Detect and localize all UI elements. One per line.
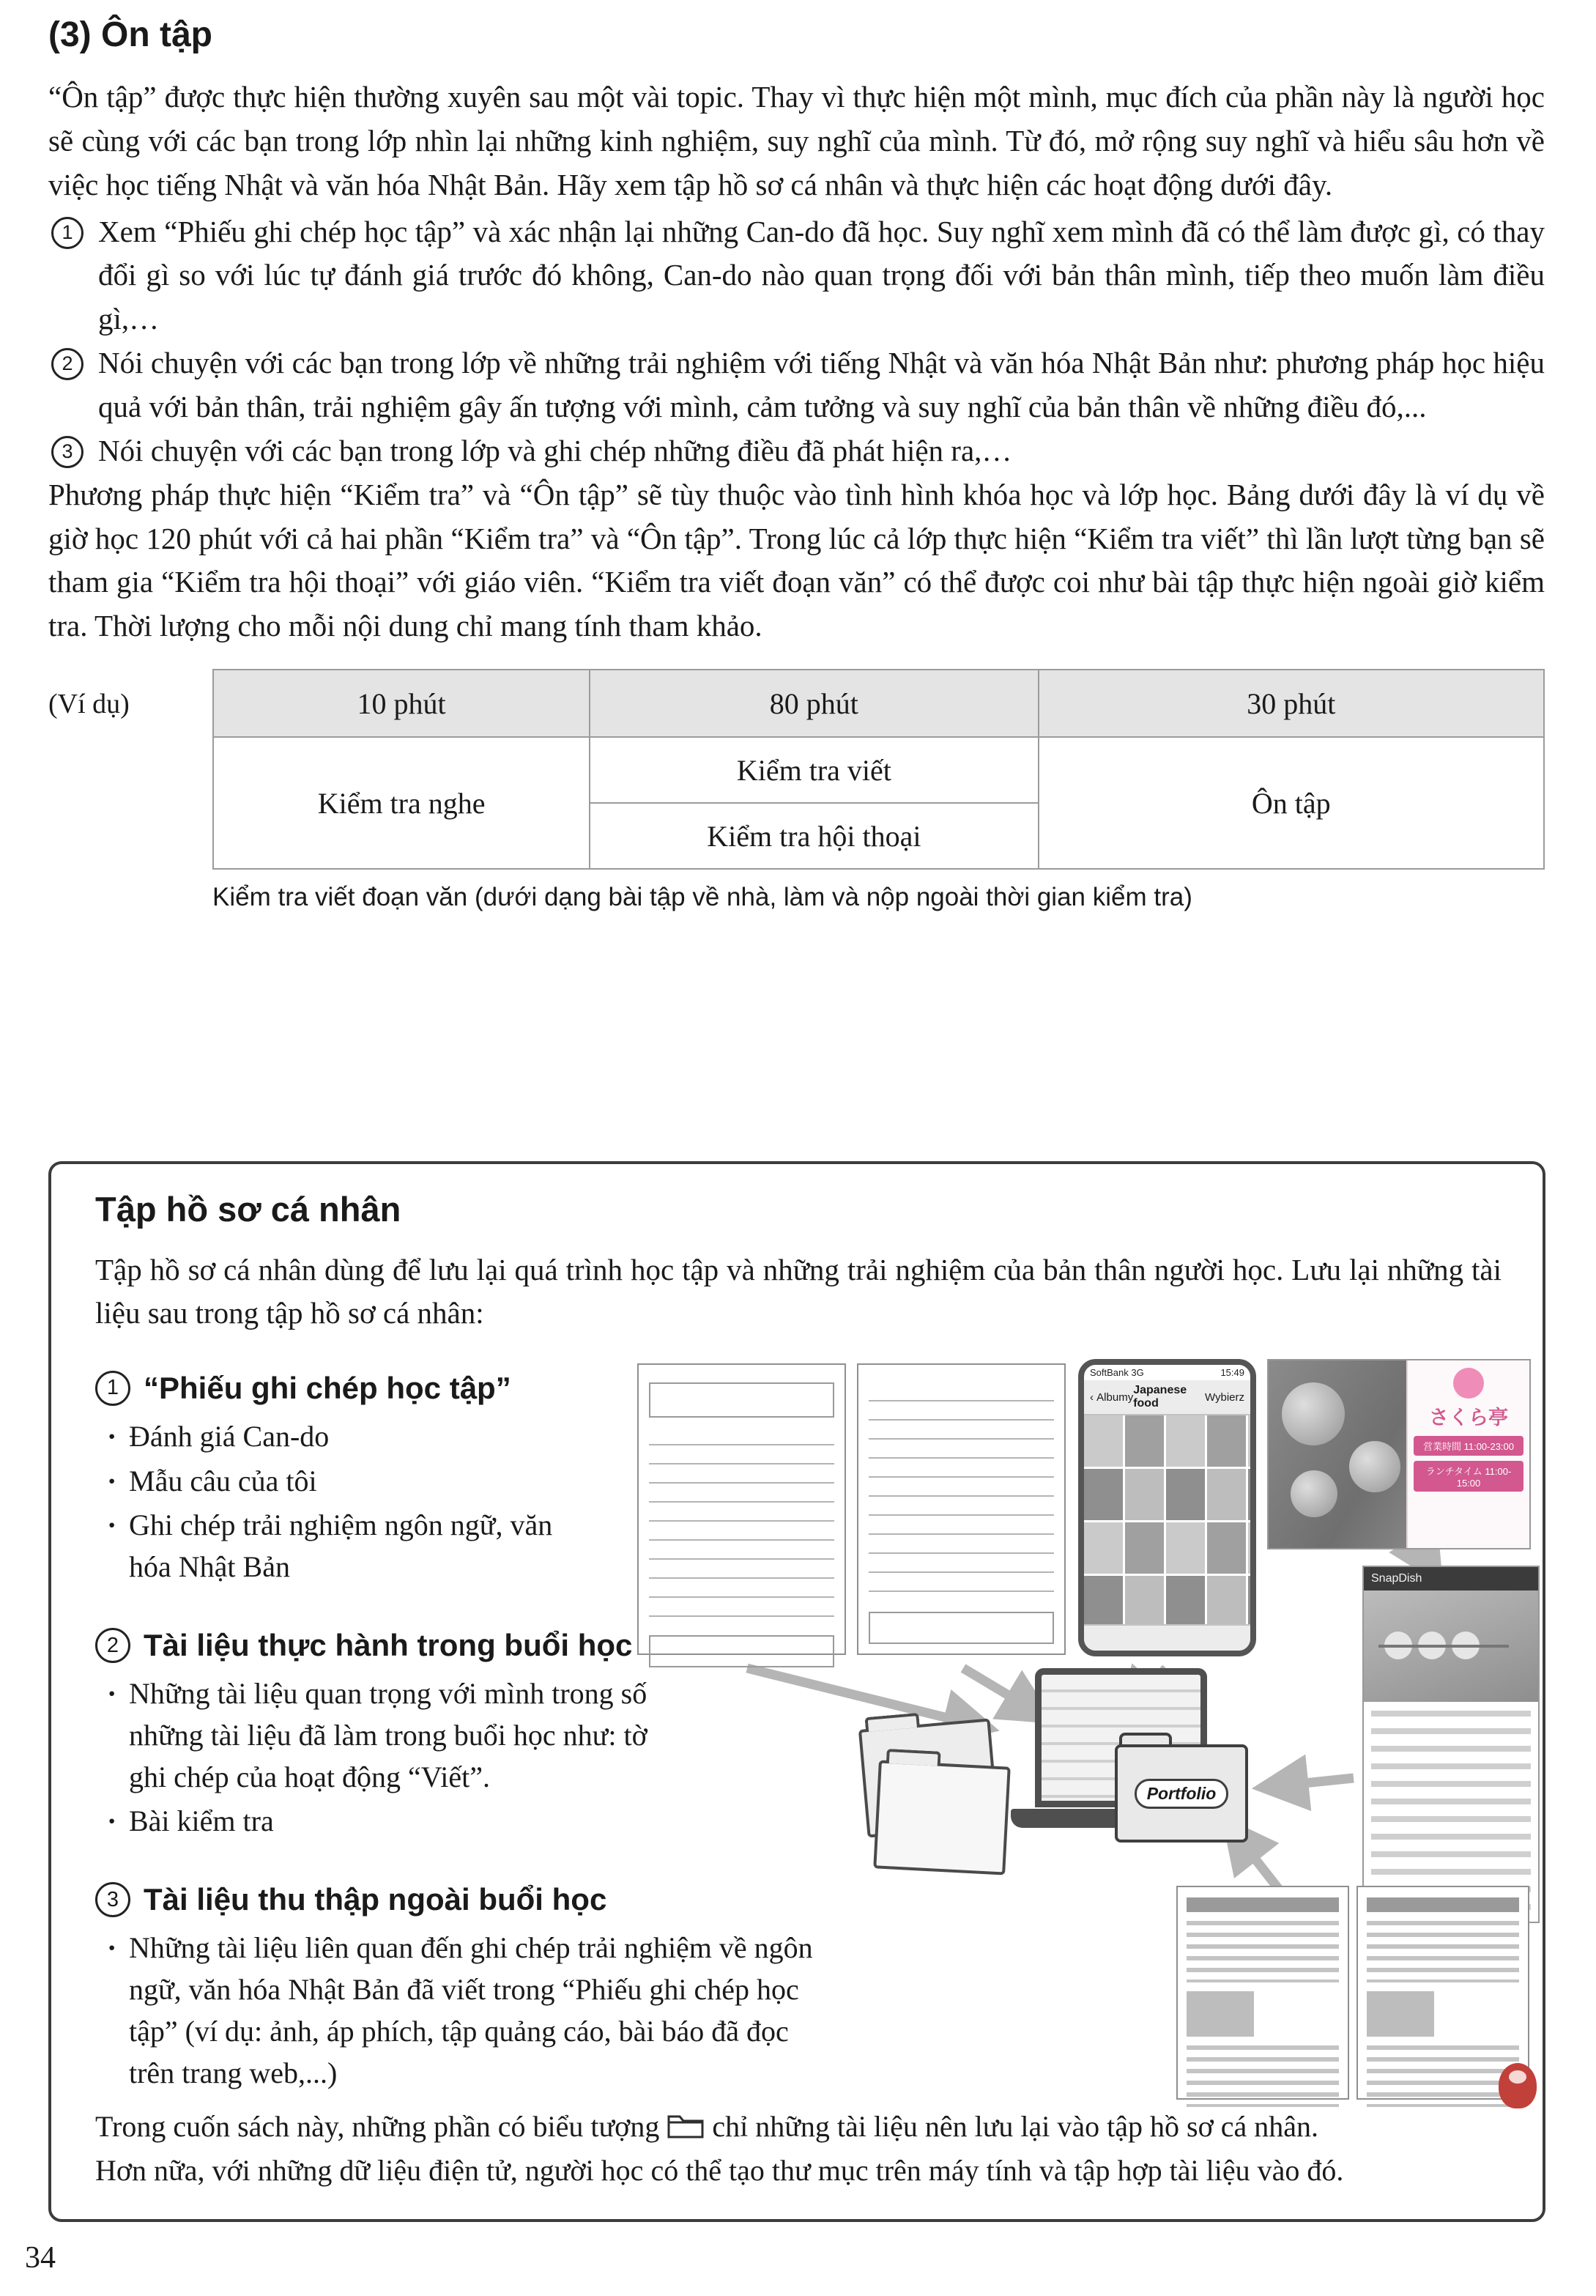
page-text-lines [1187,2045,1339,2107]
main-content [0,0,1596,912]
portfolio-item-3-head [95,1882,835,1917]
portfolio-folder-illustration [1115,1733,1248,1843]
phone-nav-bar [1084,1380,1250,1415]
circled-number-2-icon: 2 [95,1628,130,1663]
bullet: · Những tài liệu quan trọng với mình trong số những tài liệu đã làm trong buổi học như: tờ ghi chép của hoạt động “Viết”. [101,1673,688,1798]
portfolio-box-intro: Tập hồ sơ cá nhân dùng để lưu lại quá trình học tập và những trải nghiệm của bản thân người học. Lưu lại những tài liệu sau trong tập hồ sơ cá nhân: [95,1253,1502,1330]
bullet: · Đánh giá Can-do [101,1416,579,1458]
circled-number-1-icon: 1 [95,1371,130,1406]
footer-text-line2: Hơn nữa, với những dữ liệu điện tử, người học có thể tạo thư mục trên máy tính và tập hợp tài liệu vào đó. [95,2154,1344,2187]
handwritten-study-sheet-1 [637,1363,846,1655]
page-text-lines [1367,2045,1519,2107]
handwritten-study-sheet-2 [857,1363,1066,1655]
website-header-bar: SnapDish [1364,1567,1538,1590]
page-text-lines [1187,1921,1339,1982]
restaurant-flyer-photo [1267,1359,1531,1549]
handwriting-lines [869,1382,1054,1604]
folder-body [1115,1744,1248,1843]
portfolio-item-2-title: Tài liệu thực hành trong buổi học [144,1628,633,1663]
circled-number-2-icon: 2 [51,348,83,380]
page-header-bar [1367,1897,1519,1912]
folder-icon [873,1760,1010,1875]
sakura-logo-icon [1453,1368,1484,1399]
intro-paragraph: “Ôn tập” được thực hiện thường xuyên sau một vài topic. Thay vì thực hiện một mình, mục đích của phần này là người học sẽ cùng với các bạn trong lớp nhìn lại những kinh nghiệm, suy nghĩ của mình. Từ đó, mở rộng suy nghĩ và hiểu sâu hơn về việc học tiếng Nhật và văn hóa Nhật Bản. Hãy xem tập hồ sơ cá nhân và thực hiện các hoạt động dưới đây. [48,80,1545,201]
lunch-hours: ランチタイム 11:00-15:00 [1414,1461,1523,1492]
step-2-text: Nói chuyện với các bạn trong lớp về những trải nghiệm với tiếng Nhật và văn hóa Nhật Bản như: phương pháp học hiệu quả với bản thân, trải nghiệm gây ấn tượng với mình, cảm tưởng và suy nghĩ của bản thân về những điều đó,... [98,346,1545,424]
food-website-screenshot [1362,1566,1540,1923]
phone-photo-album-screenshot [1078,1359,1256,1656]
footer-text-before-icon: Trong cuốn sách này, những phần có biểu tượng [95,2110,660,2143]
carrier-label: SoftBank 3G [1090,1367,1144,1378]
example-label: (Ví dụ) [48,689,130,720]
circled-number-3-icon: 3 [95,1882,130,1917]
footer-text-after-icon: chỉ những tài liệu nên lưu lại vào tập hồ sơ cá nhân. [712,2110,1318,2143]
page-number: 34 [25,2241,56,2275]
portfolio-item-1-head [95,1371,579,1406]
circled-number-1-icon: 1 [51,217,83,249]
cell-speaking-test: Kiểm tra hội thoại [590,803,1038,869]
step-2 [48,341,1545,429]
sheet-note-box [869,1612,1054,1644]
portfolio-item-1 [95,1371,579,1588]
dango-icon [1418,1632,1446,1659]
food-photo-blob [1291,1470,1337,1517]
bullet: · Mẫu câu của tôi [101,1461,579,1503]
step-list [48,210,1545,473]
food-photo-blob [1349,1441,1400,1492]
page-image-placeholder [1367,1991,1434,2037]
album-title: Japanese food [1133,1384,1187,1410]
portfolio-item-2-head [95,1628,688,1663]
website-text-lines [1371,1711,1531,1913]
bullet: · Bài kiểm tra [101,1801,688,1843]
page-image-placeholder [1187,1991,1254,2037]
phone-tab-bar [1084,1624,1250,1651]
portfolio-folder-label: Portfolio [1135,1779,1229,1809]
restaurant-name: さくら亭 [1429,1407,1508,1429]
section-title: (3) Ôn tập [48,15,212,54]
cell-writing-test: Kiểm tra viết [590,737,1038,803]
sheet-header-box [649,1382,834,1418]
cell-review: Ôn tập [1039,737,1544,869]
textbook-page-thumbnail-1 [1176,1886,1349,2100]
portfolio-folder-icon [667,2110,705,2139]
step-1 [48,210,1545,342]
portfolio-item-3 [95,1882,835,2094]
col-header-10min: 10 phút [213,670,590,737]
step-3-text: Nói chuyện với các bạn trong lớp và ghi chép những điều đã phát hiện ra,… [98,433,1012,467]
portfolio-box-title: Tập hồ sơ cá nhân [95,1190,401,1229]
website-food-photo [1364,1590,1538,1702]
example-schedule [48,669,1545,870]
portfolio-item-2 [95,1628,688,1843]
portfolio-item-1-title: “Phiếu ghi chép học tập” [144,1370,511,1405]
sheet-note-box [649,1635,834,1667]
red-mascot-graphic [1499,2063,1537,2108]
photo-thumbnail-grid [1084,1415,1250,1624]
opening-hours: 営業時間 11:00-23:00 [1414,1436,1523,1456]
portfolio-item-3-title: Tài liệu thu thập ngoài buổi học [144,1882,607,1917]
dango-icon [1384,1632,1412,1659]
select-button: Wybierz [1204,1390,1244,1404]
schedule-table [212,669,1545,870]
method-paragraph: Phương pháp thực hiện “Kiểm tra” và “Ôn tập” sẽ tùy thuộc vào tình hình khóa học và lớp học. Bảng dưới đây là ví dụ về giờ học 120 phút với cả hai phần “Kiểm tra” và “Ôn tập”. Trong lúc cả lớp thực hiện “Kiểm tra viết” thì lần lượt từng bạn sẽ tham gia “Kiểm tra hội thoại” với giáo viên. “Kiểm tra viết đoạn văn” có thể được coi như bài tập thực hiện ngoài giờ kiểm tra. Thời lượng cho mỗi nội dung chỉ mang tính tham khảo. [48,477,1545,643]
portfolio-box [48,1161,1545,2222]
portfolio-item-2-bullets [101,1673,688,1843]
page-text-lines [1367,1921,1519,1982]
dango-icon [1452,1632,1480,1659]
portfolio-item-3-bullets [101,1927,835,2094]
flyer-info-panel [1406,1360,1529,1548]
step-3 [48,429,1545,473]
bullet: · Ghi chép trải nghiệm ngôn ngữ, văn hóa Nhật Bản [101,1505,579,1588]
clock-label: 15:49 [1220,1367,1244,1378]
cell-listening-test: Kiểm tra nghe [213,737,590,869]
table-caption: Kiểm tra viết đoạn văn (dưới dạng bài tập về nhà, làm và nộp ngoài thời gian kiểm tra) [212,883,1192,912]
col-header-30min: 30 phút [1039,670,1544,737]
food-photo-blob [1282,1382,1345,1445]
handwriting-lines [649,1426,834,1628]
phone-status-bar [1084,1365,1250,1380]
document-folder-stack [863,1708,1017,1878]
col-header-80min: 80 phút [590,670,1038,737]
circled-number-3-icon: 3 [51,436,83,468]
portfolio-footer-note [95,2105,1504,2193]
portfolio-item-1-bullets [101,1416,579,1588]
page-header-bar [1187,1897,1339,1912]
back-button: ‹ Albumy [1090,1391,1133,1404]
bullet: · Những tài liệu liên quan đến ghi chép trải nghiệm về ngôn ngữ, văn hóa Nhật Bản đã viết trong “Phiếu ghi chép học tập” (ví dụ: ảnh, áp phích, tập quảng cáo, bài báo đã đọc trên trang web,...) [101,1927,835,2094]
step-1-text: Xem “Phiếu ghi chép học tập” và xác nhận lại những Can-do đã học. Suy nghĩ xem mình đã có thể làm được gì, có thay đổi gì so với lúc tự đánh giá trước đó không, Can-do nào quan trọng đối với bản thân mình, tiếp theo muốn làm điều gì,… [98,214,1545,336]
textbook-page-thumbnail-2 [1356,1886,1529,2100]
